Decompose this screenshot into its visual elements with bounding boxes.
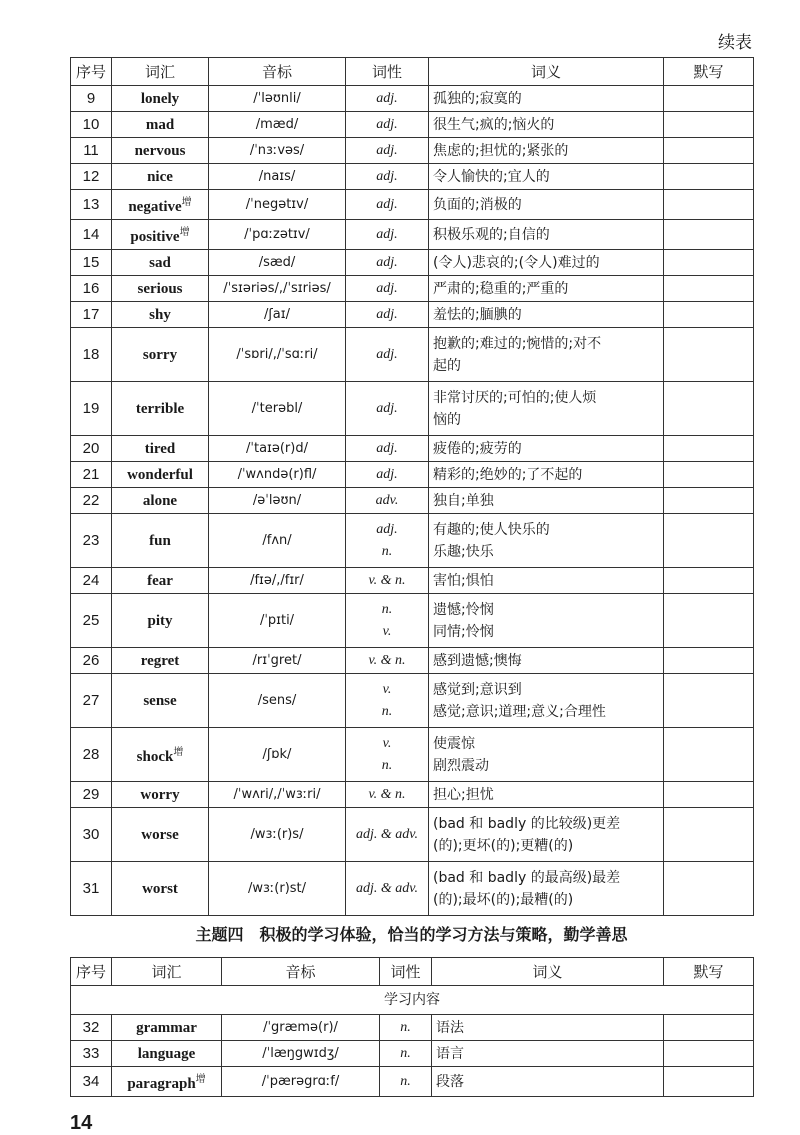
pos-line: adj. [376,254,398,270]
pos-line: adj. [376,440,398,456]
meaning-line: 恼的 [433,411,461,428]
pos-line: n. [381,757,393,773]
word-text: nervous [134,142,186,159]
row-meaning [429,648,664,674]
pos-line: adj. [376,142,398,158]
dictation-cell[interactable] [664,138,754,164]
row-pos [346,674,429,728]
row-phonetic: /ˈwʌri/,/ˈwɜːri/ [209,782,346,808]
row-phonetic: /ˈsɪəriəs/,/ˈsɪriəs/ [209,276,346,302]
table-header-row [71,958,754,986]
table-row [71,220,754,250]
pos-line: adj. [376,521,398,537]
word-text: positive [130,228,180,245]
row-meaning [432,1067,664,1097]
meaning-line: 独自;单独 [433,492,494,509]
pos-line: adj. & adv. [356,880,418,896]
row-pos [346,568,429,594]
header-meaning: 词义 [429,58,664,86]
pos-line: n. [381,601,393,617]
pos-line: adj. [376,196,398,212]
row-pos [346,302,429,328]
word-text: language [137,1045,196,1062]
row-pos [346,86,429,112]
row-meaning [429,138,664,164]
page-number: 14 [70,1112,93,1134]
row-meaning [429,514,664,568]
row-word [112,488,209,514]
row-word [112,436,209,462]
dictation-cell[interactable] [664,1041,754,1067]
row-pos [346,648,429,674]
table-row [71,112,754,138]
pos-line: adj. [376,90,398,106]
row-index: 14 [71,220,112,250]
pos-line: n. [400,1019,411,1035]
word-text: regret [140,652,180,669]
row-index: 27 [71,674,112,728]
meaning-line: 使震惊 [433,735,475,752]
row-meaning [429,250,664,276]
row-meaning [429,86,664,112]
dictation-cell[interactable] [664,862,754,916]
row-pos [346,382,429,436]
row-word [112,594,209,648]
row-word [112,782,209,808]
table-row [71,648,754,674]
table-row [71,568,754,594]
word-text: alone [142,492,178,509]
dictation-cell[interactable] [664,86,754,112]
row-phonetic: /ˈpɪti/ [209,594,346,648]
row-meaning [429,782,664,808]
row-phonetic: /wɜː(r)s/ [209,808,346,862]
row-word [112,1015,222,1041]
pos-line: v. [382,623,392,639]
pos-line: adj. [376,116,398,132]
continued-label: 续表 [718,33,752,53]
word-text: lonely [140,90,180,107]
table-row [71,86,754,112]
row-phonetic: /ˈpɑːzətɪv/ [209,220,346,250]
meaning-line: 精彩的;绝妙的;了不起的 [433,466,583,483]
row-word [112,302,209,328]
pos-line: adj. [376,226,398,242]
row-phonetic: /ˈnɜːvəs/ [209,138,346,164]
pos-line: v. & n. [368,786,406,802]
row-index: 9 [71,86,112,112]
row-pos [346,190,429,220]
row-meaning [429,302,664,328]
table-row [71,488,754,514]
meaning-line: 语言 [436,1045,464,1062]
header-dictation: 默写 [664,958,754,986]
row-phonetic: /ˈtaɪə(r)d/ [209,436,346,462]
word-text: shock [136,748,174,765]
row-phonetic: /əˈləʊn/ [209,488,346,514]
word-text: negative [128,198,182,215]
row-word [112,138,209,164]
added-word-marker: 增 [181,196,192,208]
table-row [71,302,754,328]
row-phonetic: /ˈpærəgrɑːf/ [222,1067,380,1097]
row-meaning [429,728,664,782]
table-row [71,436,754,462]
row-phonetic: /ˈnegətɪv/ [209,190,346,220]
header-index: 序号 [71,58,112,86]
header-index: 序号 [71,958,112,986]
meaning-line: 感到遗憾;懊悔 [433,652,522,669]
row-meaning [429,674,664,728]
meaning-line: 感觉;意识;道理;意义;合理性 [433,703,606,720]
row-word [112,462,209,488]
row-word [112,276,209,302]
meaning-line: 很生气;疯的;恼火的 [433,116,555,133]
meaning-line: 疲倦的;疲劳的 [433,440,522,457]
row-phonetic: /mæd/ [209,112,346,138]
row-phonetic: /rɪˈgret/ [209,648,346,674]
row-meaning [429,488,664,514]
header-dictation: 默写 [664,58,754,86]
dictation-cell[interactable] [664,436,754,462]
table-row [71,1041,754,1067]
row-pos [346,514,429,568]
pos-line: v. [382,735,392,751]
row-word [112,514,209,568]
dictation-cell[interactable] [664,568,754,594]
row-index: 28 [71,728,112,782]
meaning-line: (bad 和 badly 的比较级)更差 [433,815,621,832]
row-phonetic: /ˈterəbl/ [209,382,346,436]
row-phonetic: /ʃaɪ/ [209,302,346,328]
row-index: 22 [71,488,112,514]
row-phonetic: /ˈləʊnli/ [209,86,346,112]
pos-line: v. & n. [368,572,406,588]
row-word [112,808,209,862]
meaning-line: 积极乐观的;自信的 [433,226,550,243]
word-text: worse [141,826,179,843]
meaning-line: 害怕;惧怕 [433,572,494,589]
meaning-line: 感觉到;意识到 [433,681,522,698]
row-index: 12 [71,164,112,190]
pos-line: adj. [376,280,398,296]
row-word [112,220,209,250]
meaning-line: 有趣的;使人快乐的 [433,521,550,538]
row-meaning [429,190,664,220]
row-index: 25 [71,594,112,648]
row-word [112,328,209,382]
meaning-line: 孤独的;寂寞的 [433,90,522,107]
row-meaning [429,220,664,250]
dictation-cell[interactable] [664,164,754,190]
meaning-line: 遗憾;怜悯 [433,601,494,618]
row-phonetic: /ˈgræmə(r)/ [222,1015,380,1041]
word-text: sense [143,692,177,709]
row-meaning [429,462,664,488]
meaning-line: 起的 [433,357,461,374]
row-pos [346,112,429,138]
pos-line: adj. [376,346,398,362]
row-index: 23 [71,514,112,568]
table-row [71,462,754,488]
word-text: mad [145,116,175,133]
pos-line: v. [382,681,392,697]
dictation-cell[interactable] [664,382,754,436]
vocab-table-theme4 [70,957,754,1097]
header-word: 词汇 [112,958,222,986]
row-pos [346,862,429,916]
row-phonetic: /ˈlæŋgwɪdʒ/ [222,1041,380,1067]
dictation-cell[interactable] [664,250,754,276]
dictation-cell[interactable] [664,488,754,514]
meaning-line: 段落 [436,1073,464,1090]
word-text: worst [142,880,178,897]
dictation-cell[interactable] [664,302,754,328]
word-text: fun [149,532,171,549]
table-row [71,190,754,220]
row-word [112,250,209,276]
pos-line: n. [400,1073,411,1089]
row-word [112,164,209,190]
meaning-line: (的);更坏(的);更糟(的) [433,837,574,854]
row-pos [346,462,429,488]
table-row [71,514,754,568]
meaning-line: 负面的;消极的 [433,196,522,213]
row-index: 31 [71,862,112,916]
dictation-cell[interactable] [664,276,754,302]
dictation-cell[interactable] [664,782,754,808]
row-index: 20 [71,436,112,462]
meaning-line: 严肃的;稳重的;严重的 [433,280,569,297]
table-row [71,594,754,648]
row-phonetic: /naɪs/ [209,164,346,190]
table-row [71,1015,754,1041]
row-meaning [432,1015,664,1041]
header-phonetic: 音标 [222,958,380,986]
word-text: wonderful [127,466,193,483]
row-index: 21 [71,462,112,488]
meaning-line: 同情;怜悯 [433,623,494,640]
vocab-table-main-body [71,86,754,916]
row-pos [346,276,429,302]
header-pos: 词性 [346,58,429,86]
dictation-cell[interactable] [664,648,754,674]
table-row [71,808,754,862]
row-word [112,1041,222,1067]
row-index: 29 [71,782,112,808]
meaning-line: (bad 和 badly 的最高级)最差 [433,869,621,886]
row-pos [380,1041,432,1067]
row-index: 33 [71,1041,112,1067]
table-row [71,138,754,164]
row-word [112,86,209,112]
table-row [71,674,754,728]
meaning-line: 非常讨厌的;可怕的;使人烦 [433,389,597,406]
table-row [71,1067,754,1097]
row-phonetic: /fʌn/ [209,514,346,568]
table-row [71,782,754,808]
row-meaning [429,112,664,138]
word-text: fear [147,572,173,589]
row-word [112,728,209,782]
row-index: 32 [71,1015,112,1041]
row-pos [346,728,429,782]
dictation-cell[interactable] [664,1067,754,1097]
header-meaning: 词义 [432,958,664,986]
row-meaning [429,568,664,594]
row-meaning [432,1041,664,1067]
row-pos [346,488,429,514]
row-index: 18 [71,328,112,382]
word-text: nice [147,168,173,185]
table-row [71,862,754,916]
meaning-line: 羞怯的;腼腆的 [433,306,522,323]
pos-line: adj. & adv. [356,826,418,842]
word-text: sad [149,254,171,271]
vocab-table-main [70,57,754,916]
word-text: shy [149,306,171,323]
row-index: 26 [71,648,112,674]
row-index: 24 [71,568,112,594]
row-phonetic: /ʃɒk/ [209,728,346,782]
section-label: 学习内容 [71,986,754,1015]
table-row [71,328,754,382]
pos-line: n. [400,1045,411,1061]
row-pos [346,594,429,648]
pos-line: n. [381,543,393,559]
row-pos [380,1067,432,1097]
row-word [112,112,209,138]
theme-heading: 主题四 积极的学习体验，恰当的学习方法与策略，勤学善思 [195,925,628,944]
row-pos [346,250,429,276]
meaning-line: (的);最坏(的);最糟(的) [433,891,574,908]
row-index: 17 [71,302,112,328]
row-pos [380,1015,432,1041]
pos-line: v. & n. [368,652,406,668]
row-meaning [429,594,664,648]
word-text: terrible [135,400,185,417]
row-word [112,674,209,728]
row-index: 34 [71,1067,112,1097]
row-meaning [429,328,664,382]
row-word [112,190,209,220]
row-word [112,382,209,436]
row-pos [346,138,429,164]
row-meaning [429,164,664,190]
row-phonetic: /ˈwʌndə(r)fl/ [209,462,346,488]
word-text: paragraph [127,1075,196,1092]
row-word [112,568,209,594]
table-row [71,250,754,276]
header-pos: 词性 [380,958,432,986]
table-row [71,164,754,190]
added-word-marker: 增 [173,746,184,758]
word-text: serious [137,280,183,297]
pos-line: adj. [376,400,398,416]
meaning-line: 令人愉快的;宜人的 [433,168,550,185]
table-row [71,382,754,436]
dictation-cell[interactable] [664,462,754,488]
added-word-marker: 增 [179,226,190,238]
row-index: 19 [71,382,112,436]
row-word [112,862,209,916]
word-text: grammar [136,1019,197,1036]
row-phonetic: /sæd/ [209,250,346,276]
dictation-cell[interactable] [664,1015,754,1041]
row-index: 13 [71,190,112,220]
dictation-cell[interactable] [664,190,754,220]
dictation-cell[interactable] [664,728,754,782]
row-meaning [429,436,664,462]
row-phonetic: /sens/ [209,674,346,728]
pos-line: adj. [376,168,398,184]
row-index: 11 [71,138,112,164]
pos-line: adj. [376,466,398,482]
row-index: 16 [71,276,112,302]
table-header-row [71,58,754,86]
meaning-line: 抱歉的;难过的;惋惜的;对不 [433,335,602,352]
pos-line: adv. [375,492,399,508]
word-text: pity [147,612,173,629]
pos-line: n. [381,703,393,719]
row-pos [346,220,429,250]
row-pos [346,164,429,190]
row-phonetic: /wɜː(r)st/ [209,862,346,916]
word-text: sorry [142,346,178,363]
row-word [112,1067,222,1097]
meaning-line: 乐趣;快乐 [433,543,494,560]
meaning-line: 剧烈震动 [433,757,489,774]
row-meaning [429,862,664,916]
row-index: 10 [71,112,112,138]
dictation-cell[interactable] [664,328,754,382]
row-index: 30 [71,808,112,862]
word-text: tired [144,440,176,457]
row-pos [346,808,429,862]
row-meaning [429,382,664,436]
table-row [71,728,754,782]
meaning-line: 担心;担忧 [433,786,494,803]
meaning-line: 语法 [436,1019,464,1036]
dictation-cell[interactable] [664,808,754,862]
dictation-cell[interactable] [664,674,754,728]
row-meaning [429,808,664,862]
dictation-cell[interactable] [664,220,754,250]
row-pos [346,436,429,462]
header-phonetic: 音标 [209,58,346,86]
row-pos [346,782,429,808]
pos-line: adj. [376,306,398,322]
meaning-line: (令人)悲哀的;(令人)难过的 [433,254,600,271]
dictation-cell[interactable] [664,514,754,568]
table-row [71,276,754,302]
dictation-cell[interactable] [664,112,754,138]
dictation-cell[interactable] [664,594,754,648]
row-phonetic: /fɪə/,/fɪr/ [209,568,346,594]
row-index: 15 [71,250,112,276]
row-meaning [429,276,664,302]
row-word [112,648,209,674]
vocab-table-theme4-body [71,1015,754,1097]
added-word-marker: 增 [195,1073,206,1085]
header-word: 词汇 [112,58,209,86]
row-pos [346,328,429,382]
word-text: worry [140,786,180,803]
section-row [71,986,754,1015]
meaning-line: 焦虑的;担忧的;紧张的 [433,142,569,159]
row-phonetic: /ˈsɒri/,/ˈsɑːri/ [209,328,346,382]
